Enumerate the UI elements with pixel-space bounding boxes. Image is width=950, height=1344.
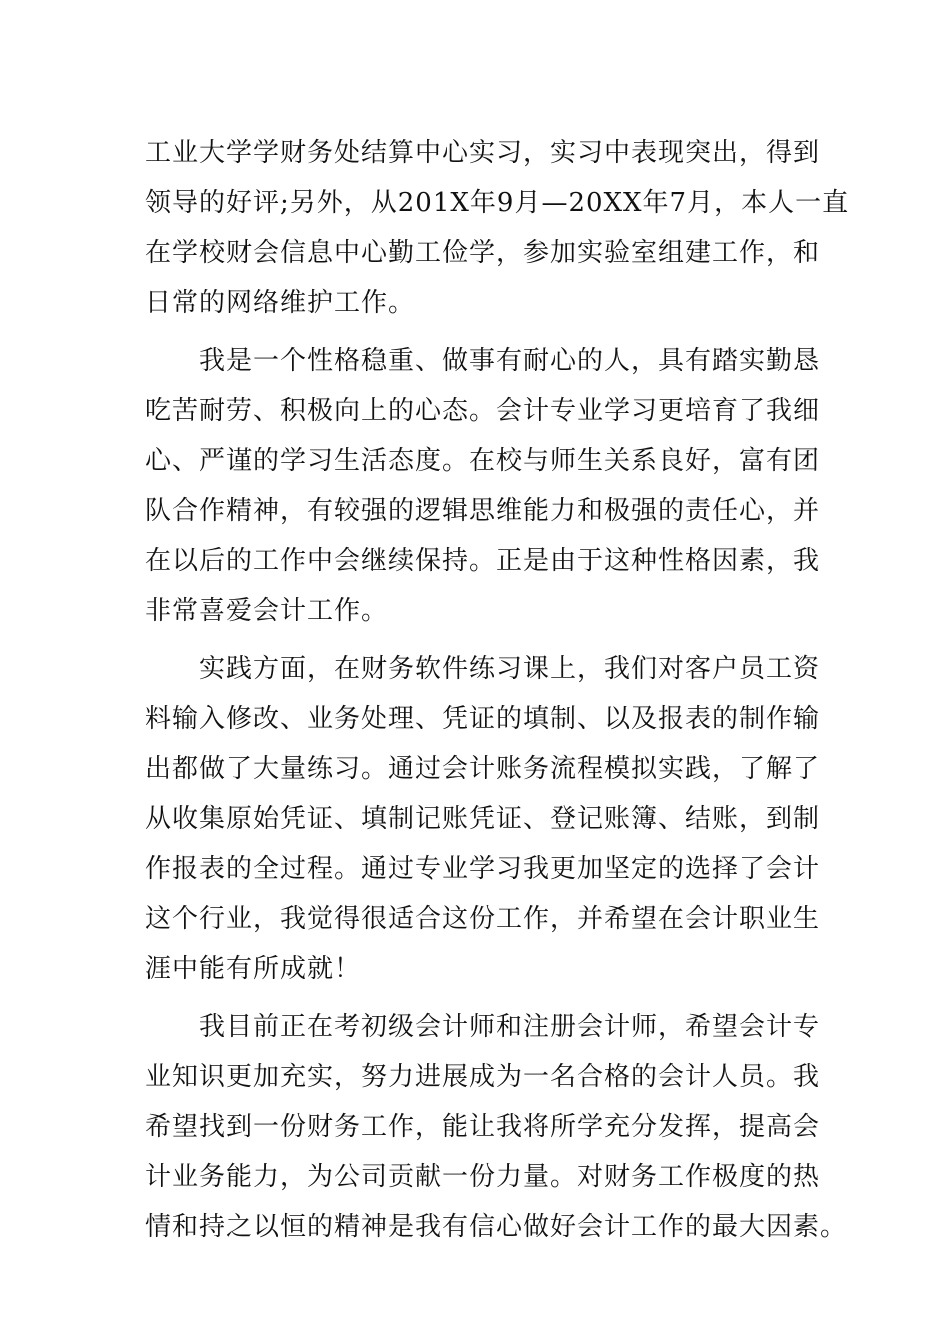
paragraph-line: 实践方面，在财务软件练习课上，我们对客户员工资	[145, 654, 821, 684]
paragraph-line: 在以后的工作中会继续保持。正是由于这种性格因素，我	[145, 546, 821, 576]
document-body	[145, 128, 850, 1252]
paragraph-line: 队合作精神，有较强的逻辑思维能力和极强的责任心，并	[145, 496, 821, 526]
paragraph-line: 在学校财会信息中心勤工俭学，参加实验室组建工作，和	[145, 238, 821, 268]
paragraph-line: 吃苦耐劳、积极向上的心态。会计专业学习更培育了我细	[145, 396, 821, 426]
paragraph-line: 我目前正在考初级会计师和注册会计师，希望会计专	[145, 1012, 821, 1042]
paragraph-line: 希望找到一份财务工作，能让我将所学充分发挥，提高会	[145, 1112, 821, 1142]
paragraph-line: 作报表的全过程。通过专业学习我更加坚定的选择了会计	[145, 854, 821, 884]
paragraph-3	[145, 644, 821, 994]
paragraph-4	[145, 1002, 848, 1252]
paragraph-line: 工业大学学财务处结算中心实习，实习中表现突出，得到	[145, 138, 821, 168]
paragraph-1	[145, 128, 850, 328]
paragraph-line: 领导的好评;另外，从201X年9月—20XX年7月，本人一直	[145, 188, 850, 218]
paragraph-line: 非常喜爱会计工作。	[145, 596, 389, 626]
paragraph-line: 计业务能力，为公司贡献一份力量。对财务工作极度的热	[145, 1162, 821, 1192]
paragraph-line: 料输入修改、业务处理、凭证的填制、以及报表的制作输	[145, 704, 821, 734]
paragraph-gap	[145, 636, 815, 644]
paragraph-line: 从收集原始凭证、填制记账凭证、登记账簿、结账，到制	[145, 804, 821, 834]
paragraph-line: 出都做了大量练习。通过会计账务流程模拟实践，了解了	[145, 754, 821, 784]
paragraph-gap	[145, 994, 815, 1002]
paragraph-line: 心、严谨的学习生活态度。在校与师生关系良好，富有团	[145, 446, 821, 476]
paragraph-gap	[145, 328, 815, 336]
paragraph-line: 这个行业，我觉得很适合这份工作，并希望在会计职业生	[145, 904, 821, 934]
paragraph-2	[145, 336, 821, 636]
paragraph-line: 我是一个性格稳重、做事有耐心的人，具有踏实勤恳	[145, 346, 821, 376]
paragraph-line: 日常的网络维护工作。	[145, 288, 416, 318]
paragraph-line: 涯中能有所成就！	[145, 954, 362, 984]
paragraph-line: 业知识更加充实，努力进展成为一名合格的会计人员。我	[145, 1062, 821, 1092]
paragraph-line: 情和持之以恒的精神是我有信心做好会计工作的最大因素。	[145, 1212, 848, 1242]
